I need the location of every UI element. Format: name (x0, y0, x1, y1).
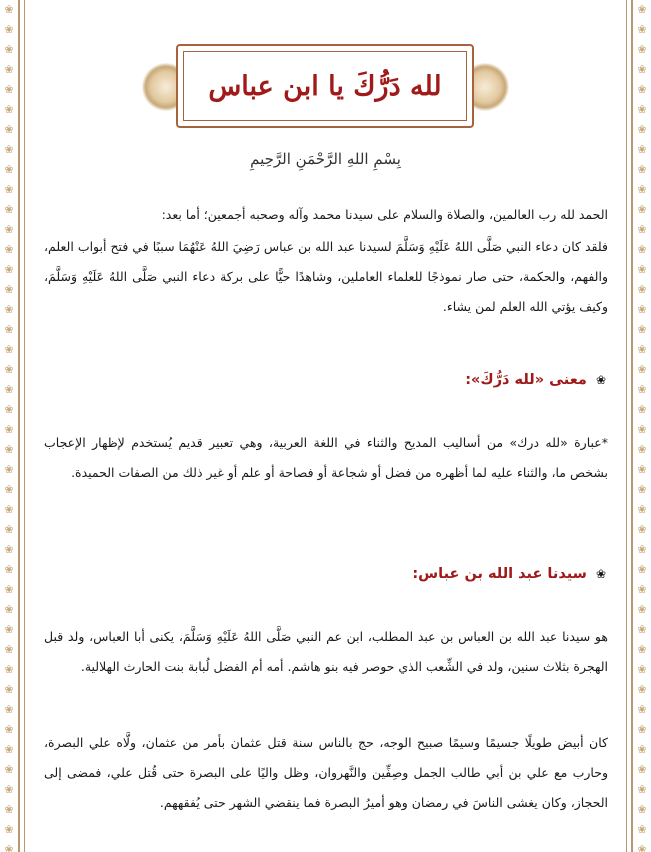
title-cartouche (130, 38, 521, 138)
page-title: لله دَرُّكَ يا ابن عباس (208, 70, 442, 102)
meaning-paragraph: *عبارة «لله درك» من أساليب المديح والثناء في اللغة العربية، وهي تعبير قديم يُستخدم لإظهار الإعجاب بشخص ما، والثناء عليه لما أظهره من فضل أو شجاعة أو فصاحة أو علم أو غير ذلك من الصفات الحميدة. (44, 435, 608, 480)
ibn-abbas-paragraph-1: هو سيدنا عبد الله بن العباس بن عبد المطلب، ابن عم النبي صَلَّى اللهُ عَلَيْهِ وَسَلَّمَ، يكنى أبا العباس، ولد قبل الهجرة بثلاث سنين، ولد في الشِّعب الذي حوصر فيه بنو هاشم. أمه أم الفضل لُبابة بنت الحارث الهلالية. (44, 629, 608, 674)
right-ornament-strip: ❀ ❀ ❀ ❀ ❀ ❀ ❀ ❀ ❀ ❀ ❀ ❀ ❀ ❀ ❀ ❀ ❀ ❀ ❀ ❀ ❀ ❀ ❀ ❀ ❀ ❀ ❀ ❀ ❀ ❀ ❀ ❀ ❀ ❀ ❀ ❀ ❀ ❀ ❀ ❀ ❀ ❀ ❀ (637, 3, 647, 852)
section-heading-ibn-abbas-text: سيدنا عبد الله بن عباس: (412, 566, 587, 582)
title-frame (176, 44, 474, 128)
intro-paragraph-1: الحمد لله رب العالمين، والصلاة والسلام على سيدنا محمد وآله وصحبه أجمعين؛ أما بعد: (161, 207, 608, 222)
intro-paragraph-2: فلقد كان دعاء النبي صَلَّى اللهُ عَلَيْهِ وَسَلَّمَ لسيدنا عبد الله بن عباس رَضِيَ اللهُ عَنْهُمَا سببًا في فتح أبواب العلم، والفهم، والحكمة، حتى صار نموذجًا للعلماء العاملين، وشاهدًا حيًّا على بركة دعاء النبي صَلَّى اللهُ عَلَيْهِ وَسَلَّمَ، وكيف يؤتي الله العلم لمن يشاء. (44, 239, 608, 314)
flower-bullet-icon: ❀ (595, 567, 606, 581)
section-heading-meaning-text: معنى «لله دَرُّكَ»: (465, 372, 587, 388)
left-ornament-strip: ❀ ❀ ❀ ❀ ❀ ❀ ❀ ❀ ❀ ❀ ❀ ❀ ❀ ❀ ❀ ❀ ❀ ❀ ❀ ❀ ❀ ❀ ❀ ❀ ❀ ❀ ❀ ❀ ❀ ❀ ❀ ❀ ❀ ❀ ❀ ❀ ❀ ❀ ❀ ❀ ❀ ❀ ❀ (4, 3, 14, 852)
section-heading-meaning (44, 372, 606, 388)
section-heading-ibn-abbas (44, 566, 606, 582)
ibn-abbas-paragraph-2: كان أبيض طويلًا جسيمًا وسيمًا صبيح الوجه، حج بالناس سنة قتل عثمان بأمر من عثمان، ولَّاه علي البصرة، وحارب مع علي بن أبي طالب الجمل وصِفِّين والنَّهروان، وظل واليًا على البصرة حتى قُتل علي، فمضى إلى الحجاز، وكان يغشى الناسَ في رمضان وهو أميرُ البصرة فما ينقضي الشهر حتى يُفقههم. (44, 735, 608, 810)
flower-bullet-icon: ❀ (595, 373, 606, 387)
basmala: بِسْمِ اللهِ الرَّحْمَنِ الرَّحِيمِ (250, 150, 401, 168)
